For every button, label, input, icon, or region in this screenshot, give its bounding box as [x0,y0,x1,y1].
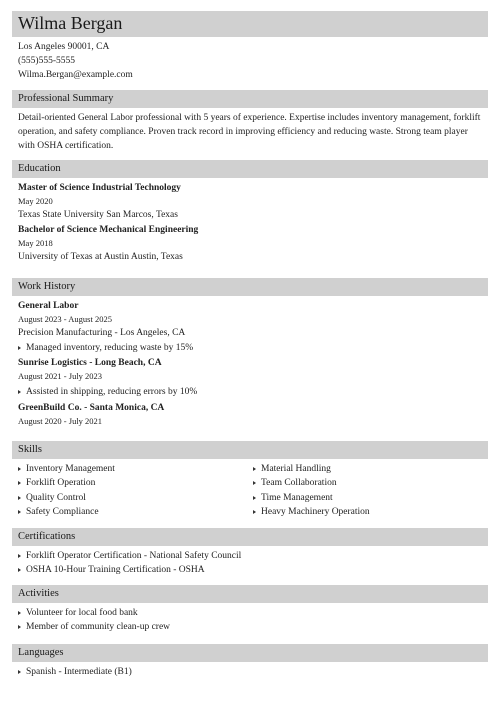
job-dates: August 2020 - July 2021 [18,415,103,426]
skill-item: Forklift Operation [18,476,253,490]
job-dates: August 2021 - July 2023 [18,371,103,382]
skill-item: Inventory Management [18,462,253,476]
certification-item: OSHA 10-Hour Training Certification - OSHA [18,563,488,577]
activities-list [18,606,488,635]
work-history-section [12,278,488,428]
education-section [12,160,488,265]
degree-title: Master of Science Industrial Technology [18,183,181,193]
summary-text: Detail-oriented General Labor professional with 5 years of experience. Expertise includes inventory management, forklift operation, and safety compliance. Proven track record in improving efficiency and reducing waste. Strong team player with OSHA certification. [18,113,481,151]
skills-heading: Skills [12,441,488,459]
activities-section [12,585,488,635]
summary-heading: Professional Summary [12,90,488,108]
activity-item: Member of community clean-up crew [18,620,488,634]
education-entry [18,181,488,223]
job-title: GreenBuild Co. - Santa Monica, CA [18,402,165,413]
language-item: Spanish - Intermediate (B1) [18,665,488,679]
skills-list-right [253,462,488,519]
work-entry [18,401,488,428]
summary-section [12,90,488,153]
certifications-section [12,528,488,578]
job-title: Sunrise Logistics - Long Beach, CA [18,358,162,369]
languages-list [18,665,488,679]
education-heading: Education [12,160,488,178]
skills-section [12,441,488,519]
skills-list-left [18,462,253,519]
certification-item: Forklift Operator Certification - National Safety Council [18,549,488,563]
graduation-date: May 2018 [18,238,53,248]
name-heading: Wilma Bergan [12,11,488,37]
school-name: University of Texas at Austin Austin, Texas [18,252,183,262]
contact-block [12,40,488,83]
skill-item: Team Collaboration [253,476,488,490]
education-entry [18,223,488,265]
skill-item: Heavy Machinery Operation [253,505,488,519]
skill-item: Safety Compliance [18,505,253,519]
graduation-date: May 2020 [18,196,53,206]
skill-item: Time Management [253,491,488,505]
school-name: Texas State University San Marcos, Texas [18,210,178,220]
company-name: Precision Manufacturing - Los Angeles, CA [18,328,186,338]
certifications-list [18,549,488,578]
certifications-heading: Certifications [12,528,488,546]
work-entry [18,299,488,355]
job-title: General Labor [18,301,79,311]
activities-heading: Activities [12,585,488,603]
activity-item: Volunteer for local food bank [18,606,488,620]
skill-item: Material Handling [253,462,488,476]
job-dates: August 2023 - August 2025 [18,314,112,324]
phone-text: (555)555-5555 [18,56,75,67]
job-bullet-item: Managed inventory, reducing waste by 15% [18,341,488,355]
address-text: Los Angeles 90001, CA [18,42,110,52]
work-history-heading: Work History [12,278,488,296]
job-bullets [18,385,488,399]
languages-heading: Languages [12,644,488,662]
email-text: Wilma.Bergan@example.com [18,70,133,81]
skill-item: Quality Control [18,491,253,505]
job-bullet-item: Assisted in shipping, reducing errors by 10% [18,385,488,399]
job-bullets [18,341,488,355]
work-entry [18,356,488,399]
languages-section [12,644,488,679]
degree-title: Bachelor of Science Mechanical Engineering [18,225,199,235]
